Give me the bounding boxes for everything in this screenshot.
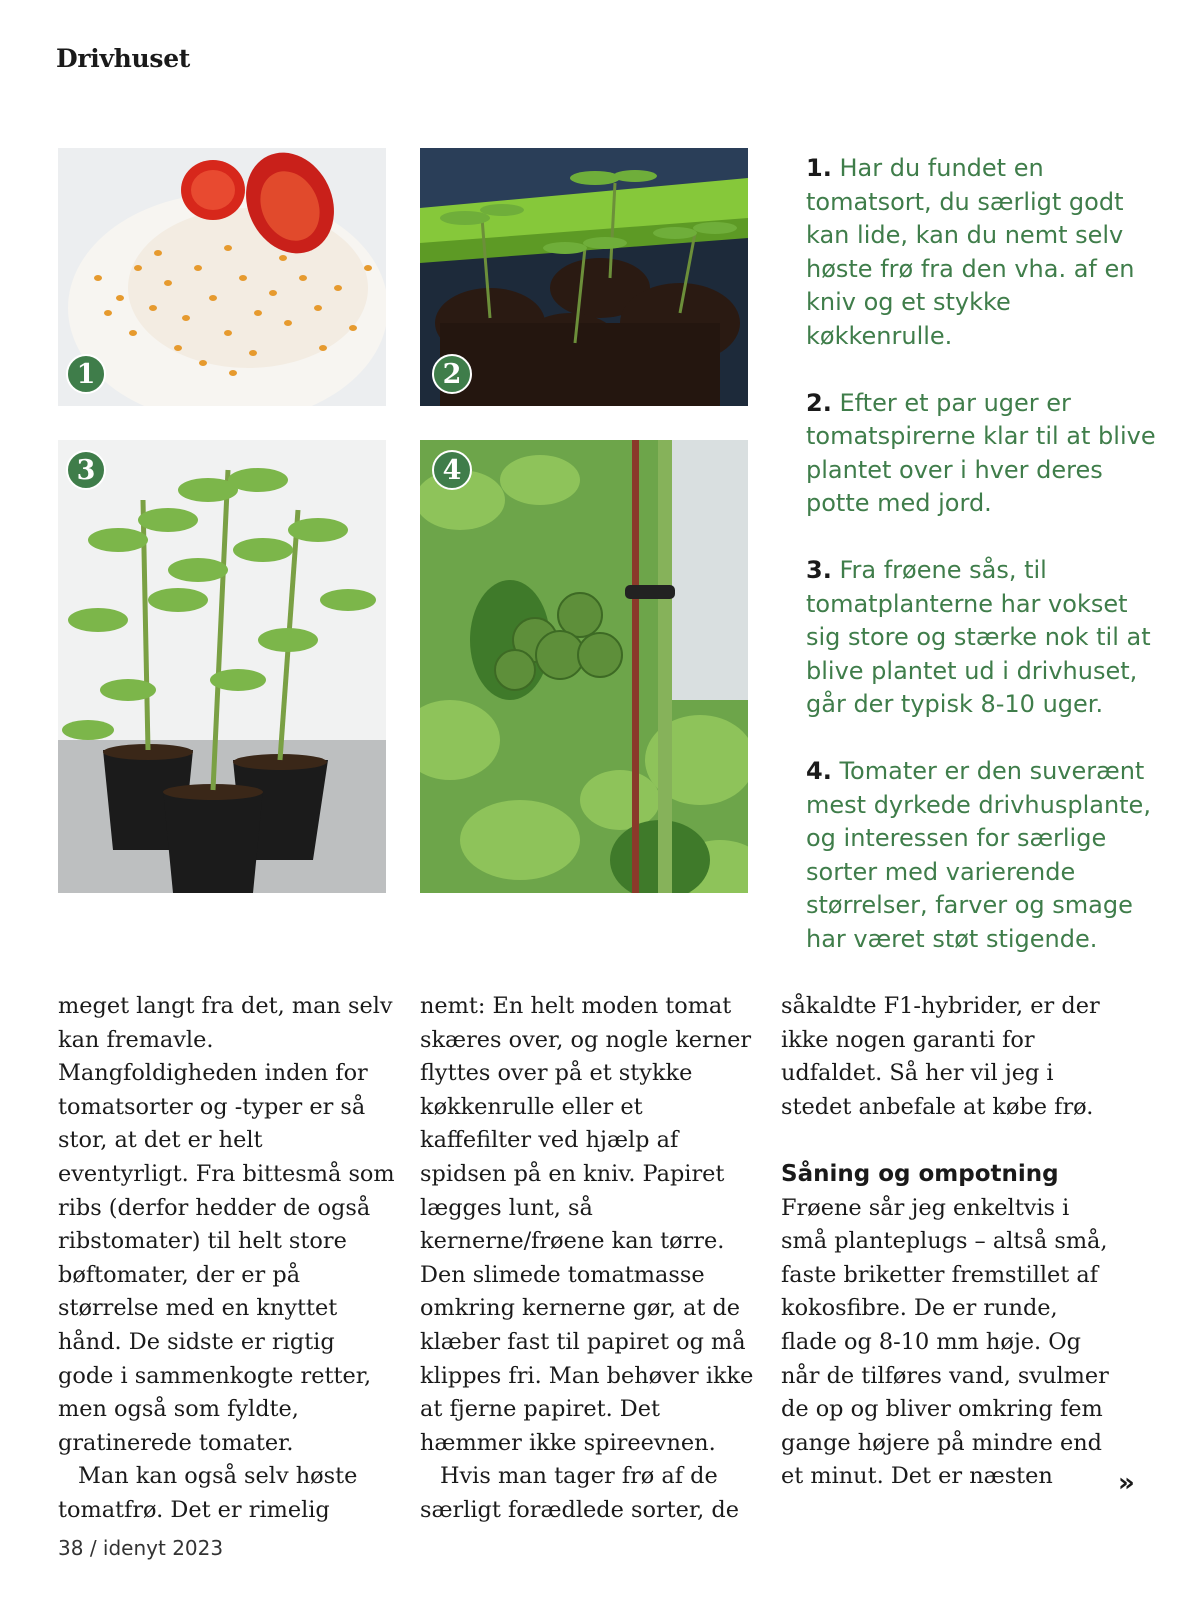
caption-number: 4. (806, 756, 832, 785)
photo-number-badge: 1 (66, 354, 106, 394)
section-title: Drivhuset (56, 44, 191, 73)
caption-text: Tomater er den suverænt mest dyrkede drivhusplante, og interessen for særlige sorter med varierende størrelser, farver og smage har været støt stigende. (806, 756, 1151, 953)
photo-number-badge: 3 (66, 450, 106, 490)
photo-3 (58, 440, 386, 893)
publication-name: idenyt 2023 (102, 1536, 224, 1560)
body-column-1 (58, 990, 396, 1528)
page-footer (58, 1536, 223, 1560)
caption-number: 2. (806, 388, 832, 417)
tomato-plants-photo (58, 440, 386, 893)
caption-1 (806, 152, 1162, 354)
photo-number-badge: 4 (432, 450, 472, 490)
paragraph: Hvis man tager frø af de særligt forædlede sorter, de (420, 1463, 739, 1523)
body-column-2 (420, 990, 758, 1528)
photo-1 (58, 148, 386, 406)
photo-captions (806, 152, 1162, 989)
paragraph: nemt: En helt moden tomat skæres over, og nogle kerner flyttes over på et stykke køkkenrulle eller et kaffefilter ved hjælp af spidsen på en kniv. Papiret lægges lunt, så kernerne/frøene kan tørre. Den slimede tomatmasse omkring kernerne gør, at de klæber fast til papiret og må klippes fri. Man behøver ikke at fjerne papiret. Det hæmmer ikke spireevnen. (420, 993, 754, 1456)
caption-number: 3. (806, 555, 832, 584)
paragraph: meget langt fra det, man selv kan fremavle. Mangfoldigheden inden for tomatsorter og -typer er så stor, at det er helt eventyrligt. Fra bittesmå som ribs (derfor hedder de også ribstomater) til helt store bøftomater, der er på størrelse med en knyttet hånd. De sidste er rigtig gode i sammenkogte retter, men også som fyldte, gratinerede tomater. (58, 993, 395, 1456)
caption-2 (806, 387, 1162, 521)
paragraph: Man kan også selv høste tomatfrø. Det er rimelig (58, 1463, 358, 1523)
caption-text: Efter et par uger er tomatspirerne klar til at blive plantet over i hver deres potte med jord. (806, 388, 1156, 518)
continue-arrow-icon: » (1118, 1468, 1135, 1498)
photo-4 (420, 440, 748, 893)
caption-3 (806, 554, 1162, 722)
caption-text: Fra frøene sås, til tomatplanterne har vokset sig store og stærke nok til at blive plantet ud i drivhuset, går der typisk 8-10 uger. (806, 555, 1151, 719)
page-number: 38 (58, 1536, 84, 1560)
paragraph: såkaldte F1-hybrider, er der ikke nogen garanti for udfaldet. Så her vil jeg i stedet anbefale at købe frø. (781, 993, 1100, 1120)
footer-separator: / (89, 1536, 97, 1560)
caption-4 (806, 755, 1162, 957)
subheading: Såning og ompotning (781, 1160, 1059, 1187)
green-tomatoes-photo (420, 440, 748, 893)
body-column-3 (781, 990, 1119, 1494)
paragraph: Frøene sår jeg enkeltvis i små planteplugs – altså små, faste briketter fremstillet af kokosfibre. De er runde, flade og 8-10 mm høje. Og når de tilføres vand, svulmer de op og bliver omkring fem gange højere på mindre end et minut. Det er næsten (781, 1194, 1109, 1490)
caption-number: 1. (806, 154, 832, 182)
photo-2 (420, 148, 748, 406)
photo-number-badge: 2 (432, 354, 472, 394)
tomato-seeds-photo (58, 148, 386, 406)
caption-text: Har du fundet en tomatsort, du særligt godt kan lide, kan du nemt selv høste frø fra den vha. af en kniv og et stykke køkkenrulle. (806, 154, 1135, 350)
